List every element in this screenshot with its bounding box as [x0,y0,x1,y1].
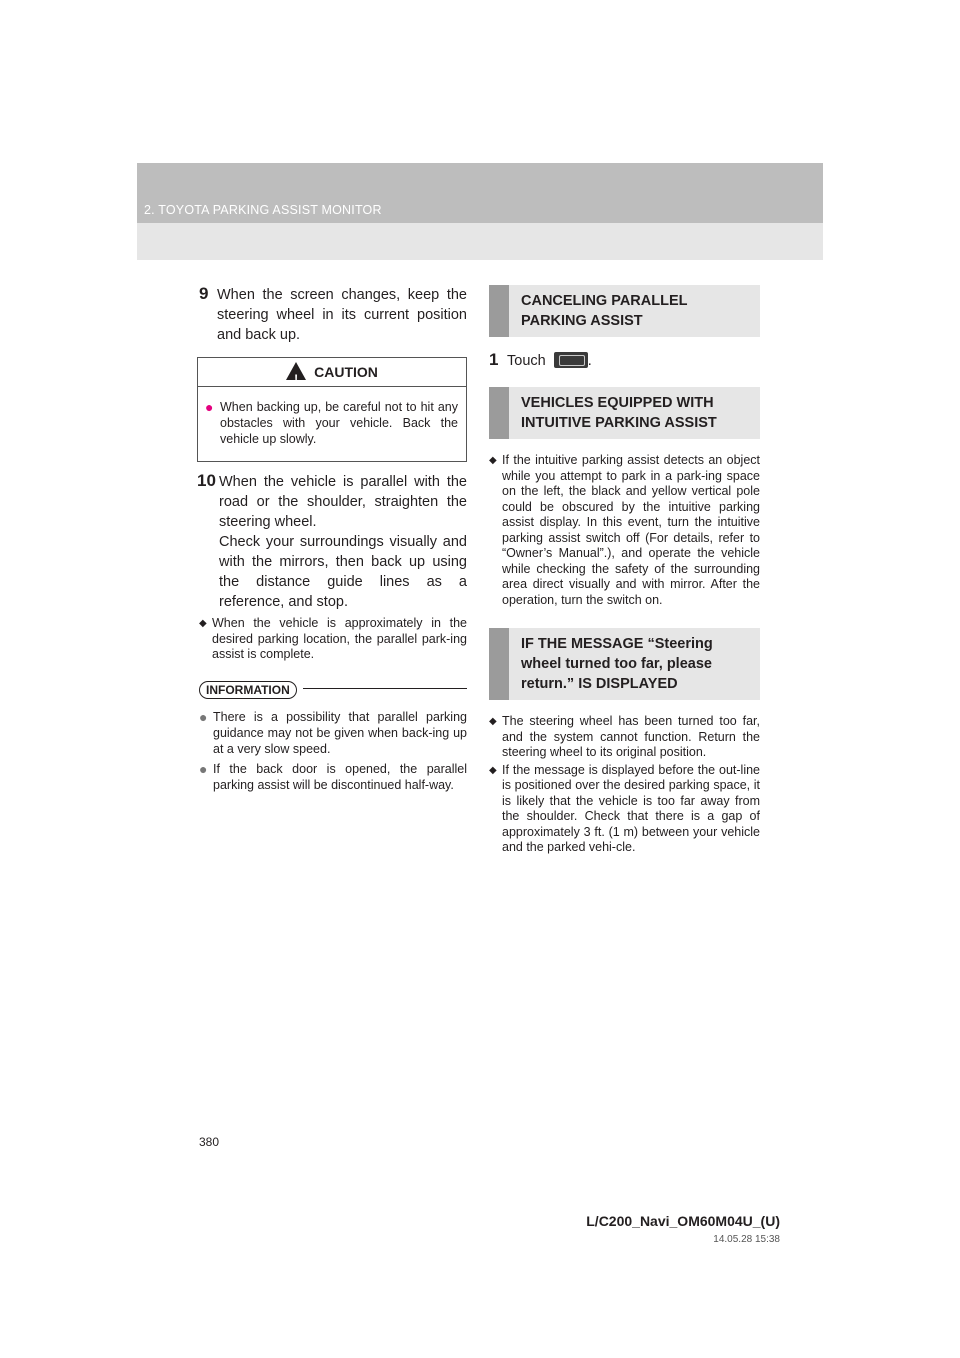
heading-bar [489,387,509,439]
information-label: INFORMATION [199,681,297,699]
section-title: VEHICLES EQUIPPED WITH INTUITIVE PARKING ASSIST [521,395,717,431]
step-number: 9 [199,284,209,303]
step-text: When the vehicle is parallel with the road or the shoulder, straighten the steering wheel. [219,474,467,530]
step-10 [199,472,467,612]
step-text-end: . [587,353,592,369]
bullet-text: If the intuitive parking assist detects an object while you attempt to park in a park-ing space on the left, the black and yellow vertical pole could be obscured by the intuitive parking assist display. In this event, turn the intuitive parking assist switch off (For details, refer to “Owner’s Manual”.), and operate the vehicle while checking the safety of the surrounding area direct visually and with mirror. After the operation, turn the switch on. [502,453,760,607]
page-header-title: 2. TOYOTA PARKING ASSIST MONITOR [144,203,382,217]
information-rule [303,688,467,689]
check-diamond-icon: ◆ [489,716,497,727]
bullet-item [489,453,760,608]
bullet-dot-icon: ● [205,399,214,415]
information-text: If the back door is opened, the parallel parking assist will be discontinued half-way. [213,761,467,792]
bullet-text: The steering wheel has been turned too far, and the system cannot function. Return the steering wheel to its original position. [502,714,760,759]
check-diamond-icon: ◆ [199,618,207,629]
heading-bar [489,285,509,337]
caution-header [198,358,466,387]
section-heading-message [489,628,760,700]
caution-body [198,387,466,461]
section-title: IF THE MESSAGE “Steering wheel turned too far, please return.” IS DISPLAYED [521,636,713,692]
check-diamond-icon: ◆ [489,455,497,466]
document-id: L/C200_Navi_OM60M04U_(U) [586,1213,780,1229]
right-column [489,285,760,856]
page-number: 380 [199,1135,220,1149]
parking-assist-cancel-icon[interactable] [554,352,588,368]
step-9 [199,285,467,345]
warning-icon [286,362,306,380]
bullet-text: If the message is displayed before the out-line is positioned over the desired parking space, it is likely that the vehicle is too far away from the shoulder. Check that there is a gap of approximately 3 ft. (1 m) between your vehicle and the parked vehi-cle. [502,762,760,854]
heading-bar [489,628,509,700]
caution-title: CAUTION [314,364,378,380]
step-text: Touch [507,353,546,369]
step-number: 1 [489,350,499,369]
step-text: When the screen changes, keep the steering wheel in its current position and back up. [217,287,467,343]
bullet-item [489,763,760,856]
step-number: 10 [197,471,216,490]
bullet-dot-icon: ● [199,708,208,725]
bullet-dot-icon: ● [199,760,208,777]
print-timestamp: 14.05.28 15:38 [713,1234,780,1245]
section-title: CANCELING PARALLEL PARKING ASSIST [521,293,688,329]
caution-text: When backing up, be careful not to hit any obstacles with your vehicle. Back the vehicle up slowly. [220,400,458,446]
section-heading-intuitive [489,387,760,439]
bullet-item [489,714,760,761]
step-1 [489,351,760,371]
check-diamond-icon: ◆ [489,764,497,776]
bullet-text: When the vehicle is approximately in the desired parking location, the parallel park-ing assist is complete. [212,616,467,661]
information-item-2 [199,761,467,793]
left-column [199,285,467,797]
step-text-2: Check your surroundings visually and with the mirrors, then back up using the distance guide lines as a reference, and stop. [219,534,467,610]
caution-box [197,357,467,462]
section-heading-canceling [489,285,760,337]
bullet-item [199,616,467,663]
information-item-1 [199,709,467,757]
information-text: There is a possibility that parallel parking guidance may not be given when back-ing up at a very slow speed. [213,709,467,756]
